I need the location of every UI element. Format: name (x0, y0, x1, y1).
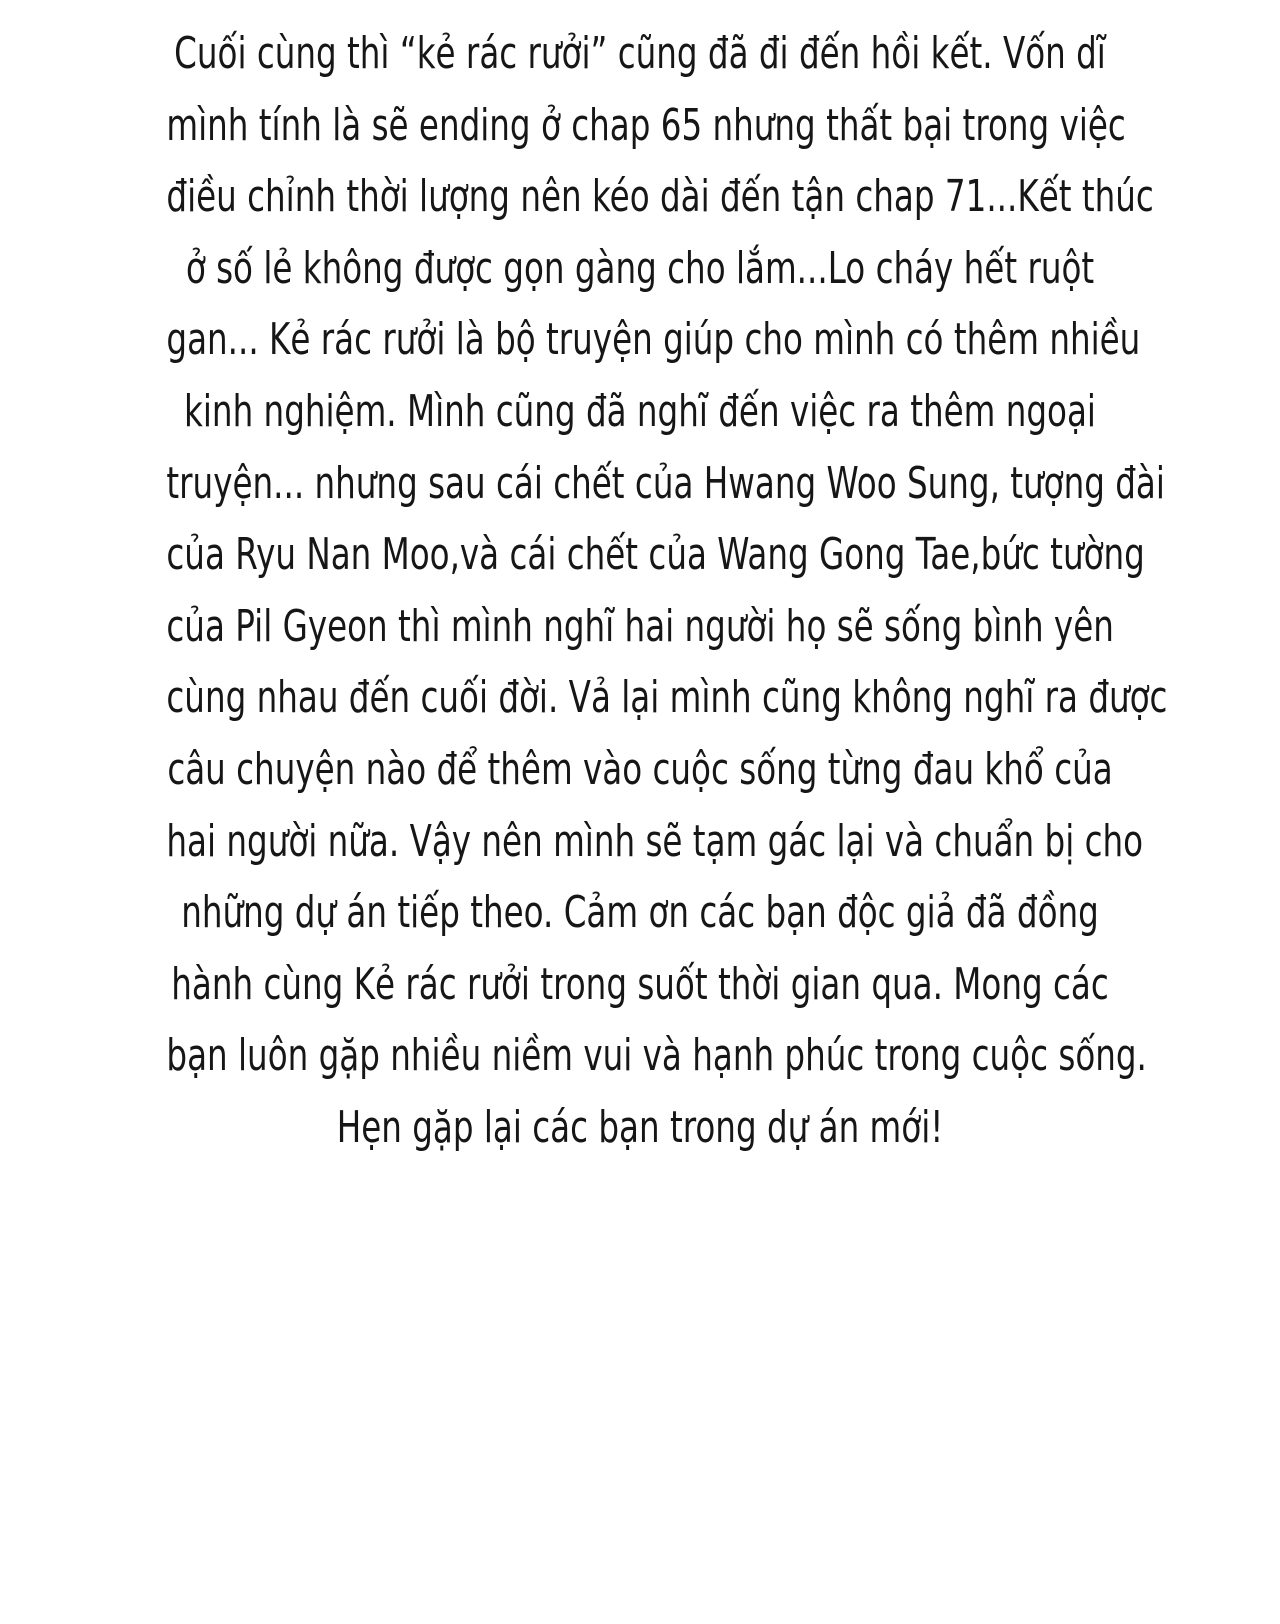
note-line: điều chỉnh thời lượng nên kéo dài đến tận chap 71...Kết thúc (166, 171, 1154, 223)
note-line: những dự án tiếp theo. Cảm ơn các bạn độc giả đã đồng (181, 887, 1099, 939)
note-line: của Ryu Nan Moo,và cái chết của Wang Gong Tae,bức tường (166, 529, 1145, 581)
author-note (0, 18, 1280, 1164)
note-line: ở số lẻ không được gọn gàng cho lắm...Lo cháy hết ruột (185, 242, 1095, 294)
note-line: cùng nhau đến cuối đời. Vả lại mình cũng không nghĩ ra được (166, 672, 1168, 724)
note-line: truyện... nhưng sau cái chết của Hwang Woo Sung, tượng đài (166, 457, 1165, 509)
note-line: kinh nghiệm. Mình cũng đã nghĩ đến việc ra thêm ngoại (184, 385, 1096, 437)
note-line: của Pil Gyeon thì mình nghĩ hai người họ sẽ sống bình yên (166, 600, 1114, 652)
note-line: gan... Kẻ rác rưởi là bộ truyện giúp cho mình có thêm nhiều (166, 314, 1141, 366)
note-line: Hẹn gặp lại các bạn trong dự án mới! (336, 1101, 944, 1153)
note-line: Cuối cùng thì “kẻ rác rưởi” cũng đã đi đến hồi kết. Vốn dĩ (174, 28, 1106, 79)
note-line: mình tính là sẽ ending ở chap 65 nhưng thất bại trong việc (166, 99, 1126, 151)
note-line: bạn luôn gặp nhiều niềm vui và hạnh phúc trong cuộc sống. (166, 1030, 1147, 1082)
note-line: câu chuyện nào để thêm vào cuộc sống từng đau khổ của (167, 743, 1113, 795)
note-line: hai người nữa. Vậy nên mình sẽ tạm gác lại và chuẩn bị cho (166, 815, 1144, 867)
note-line: hành cùng Kẻ rác rưởi trong suốt thời gian qua. Mong các (171, 958, 1109, 1010)
